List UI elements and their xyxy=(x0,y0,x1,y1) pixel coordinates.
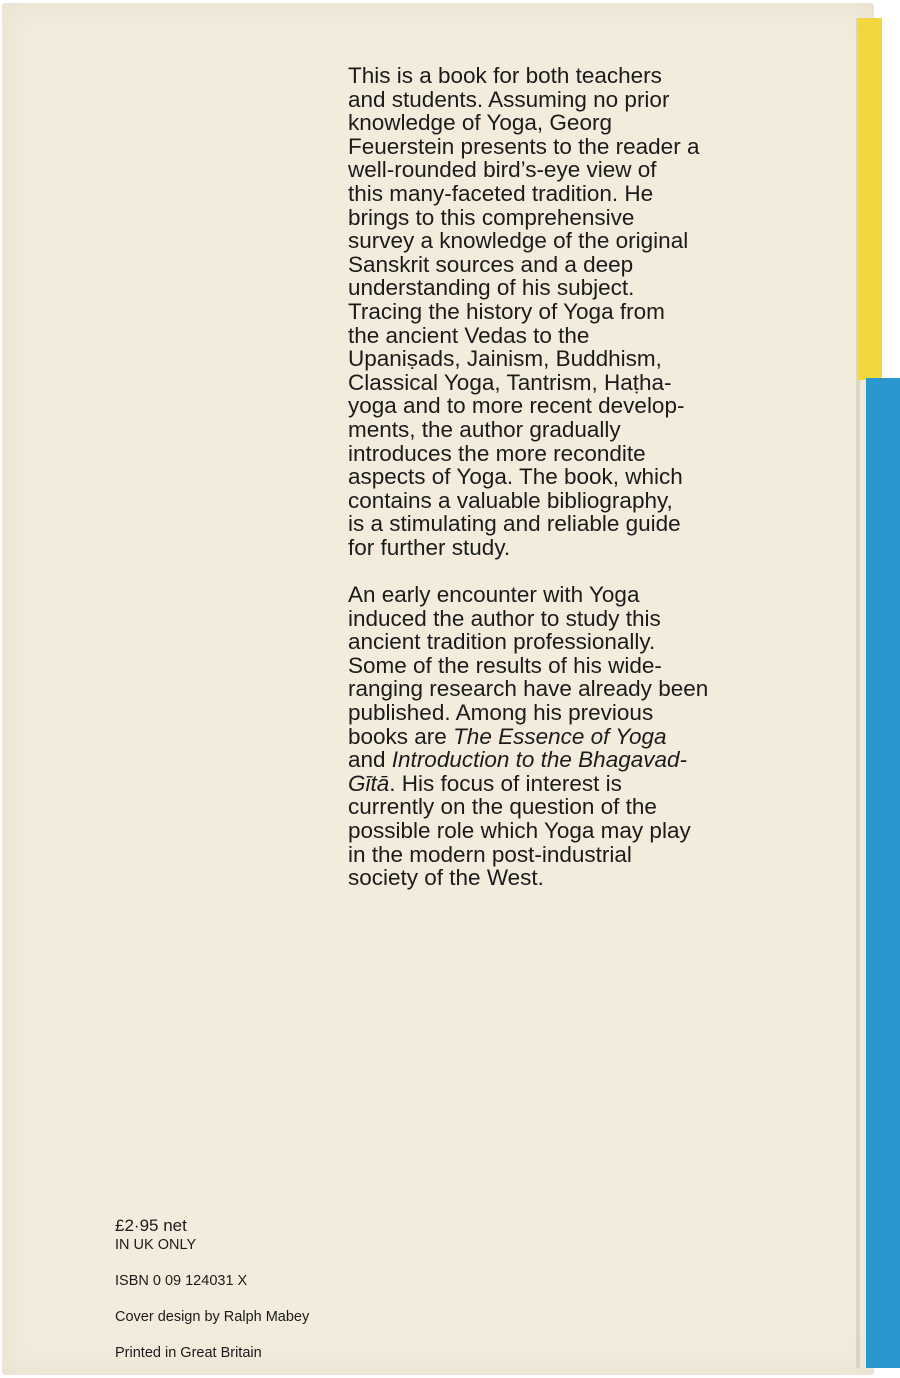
back-cover-footer xyxy=(115,1216,310,1361)
cover-design-credit: Cover design by Ralph Mabey xyxy=(115,1309,310,1325)
blurb-line: well-rounded bird’s-eye view of xyxy=(348,157,657,183)
blurb-line: aspects of Yoga. The book, which xyxy=(348,464,683,490)
blurb-line: this many-faceted tradition. He xyxy=(348,180,654,206)
blurb-line: published. Among his previous xyxy=(348,700,654,726)
blurb-line: Tracing the history of Yoga from xyxy=(348,298,665,324)
blurb-line: Classical Yoga, Tantrism, Haṭha- xyxy=(348,369,672,395)
blurb-line: ments, the author gradually xyxy=(348,416,621,442)
blurb-line: the ancient Vedas to the xyxy=(348,322,590,348)
blurb-line: introduces the more recondite xyxy=(348,440,646,466)
blurb-line: ranging research have already been xyxy=(348,676,709,702)
blurb-line: possible role which Yoga may play xyxy=(348,818,691,843)
blurb-line: currently on the question of the xyxy=(348,794,657,820)
book-title-bhagavad-gita-cont: Gītā xyxy=(348,770,390,796)
blurb-line: for further study. xyxy=(348,534,511,560)
blurb-line: and students. Assuming no prior xyxy=(348,86,670,112)
blurb-text xyxy=(348,64,768,890)
blurb-line: yoga and to more recent develop- xyxy=(348,393,685,419)
blurb-line: Sanskrit sources and a deep xyxy=(348,251,634,277)
blurb-line: society of the West. xyxy=(348,865,544,891)
spine-yellow-stripe xyxy=(858,18,882,380)
blurb-line xyxy=(348,772,768,796)
book-title-bhagavad-gita: Introduction to the Bhagavad- xyxy=(391,747,687,773)
blurb-text-run: books are xyxy=(348,723,454,749)
blurb-line: Some of the results of his wide- xyxy=(348,652,662,678)
printed-in-label: Printed in Great Britain xyxy=(115,1345,262,1361)
spine-blue-stripe xyxy=(866,378,900,1368)
blurb-line xyxy=(348,725,768,749)
isbn-label: ISBN 0 09 124031 X xyxy=(115,1273,248,1289)
blurb-line: This is a book for both teachers xyxy=(348,63,662,88)
blurb-paragraph-2 xyxy=(348,583,768,890)
blurb-text-run: and xyxy=(348,747,392,773)
blurb-line: survey a knowledge of the original xyxy=(348,228,689,254)
blurb-line xyxy=(348,748,768,772)
blurb-line: ancient tradition professionally. xyxy=(348,629,656,655)
blurb-line: An early encounter with Yoga xyxy=(348,582,640,608)
blurb-line: Upaniṣads, Jainism, Buddhism, xyxy=(348,346,662,372)
blurb-line: knowledge of Yoga, Georg xyxy=(348,110,612,136)
blurb-line: brings to this comprehensive xyxy=(348,204,635,230)
book-title-essence-of-yoga: The Essence of Yoga xyxy=(453,723,667,749)
blurb-line: is a stimulating and reliable guide xyxy=(348,511,681,537)
blurb-line: induced the author to study this xyxy=(348,605,661,631)
blurb-paragraph-1 xyxy=(348,64,768,559)
blurb-line: contains a valuable bibliography, xyxy=(348,487,673,513)
blurb-text-run: . His focus of interest is xyxy=(389,770,622,796)
region-label: IN UK ONLY xyxy=(115,1237,197,1253)
price-label: £2·95 net xyxy=(115,1216,187,1235)
blurb-line: Feuerstein presents to the reader a xyxy=(348,133,700,159)
blurb-line: in the modern post-industrial xyxy=(348,841,632,867)
blurb-line: understanding of his subject. xyxy=(348,275,635,301)
